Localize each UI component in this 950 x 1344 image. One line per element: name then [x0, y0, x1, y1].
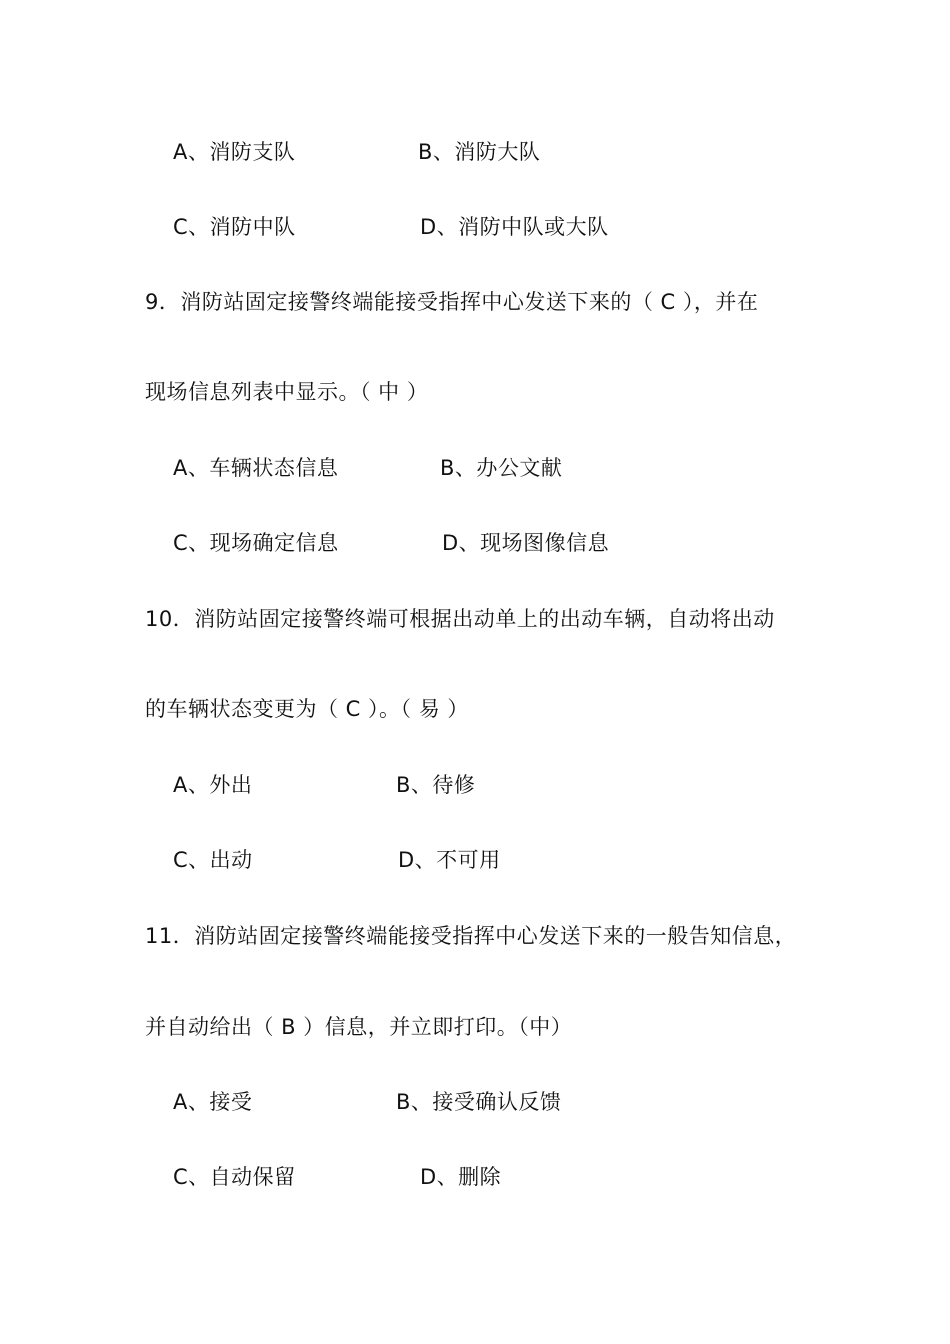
q8-option-b: B、消防大队 [418, 140, 541, 164]
q10-stem-line2: 的车辆状态变更为（ C ）。（ 易 ） [145, 697, 469, 721]
q9-option-a: A、车辆状态信息 [173, 456, 339, 480]
q9-stem-line1: 9．消防站固定接警终端能接受指挥中心发送下来的（ C ），并在 [145, 290, 759, 314]
q8-option-c: C、消防中队 [173, 215, 296, 239]
q10-option-d: D、不可用 [398, 848, 501, 872]
q11-option-c: C、自动保留 [173, 1165, 296, 1189]
q11-option-b: B、接受确认反馈 [396, 1090, 562, 1114]
q9-stem-line2: 现场信息列表中显示。（ 中 ） [145, 380, 429, 404]
q11-option-d: D、删除 [420, 1165, 502, 1189]
q10-stem-line1: 10．消防站固定接警终端可根据出动单上的出动车辆，自动将出动 [145, 607, 775, 631]
q10-option-a: A、外出 [173, 773, 253, 797]
q8-option-d: D、消防中队或大队 [420, 215, 609, 239]
q11-stem-line2: 并自动给出（ B ）信息，并立即打印。（中） [145, 1015, 573, 1039]
q9-option-d: D、现场图像信息 [442, 531, 610, 555]
q10-option-b: B、待修 [396, 773, 476, 797]
q11-option-a: A、接受 [173, 1090, 253, 1114]
q10-option-c: C、出动 [173, 848, 253, 872]
q9-option-b: B、办公文献 [440, 456, 563, 480]
q9-option-c: C、现场确定信息 [173, 531, 339, 555]
q11-stem-line1: 11．消防站固定接警终端能接受指挥中心发送下来的一般告知信息， [145, 924, 797, 948]
q8-option-a: A、消防支队 [173, 140, 296, 164]
